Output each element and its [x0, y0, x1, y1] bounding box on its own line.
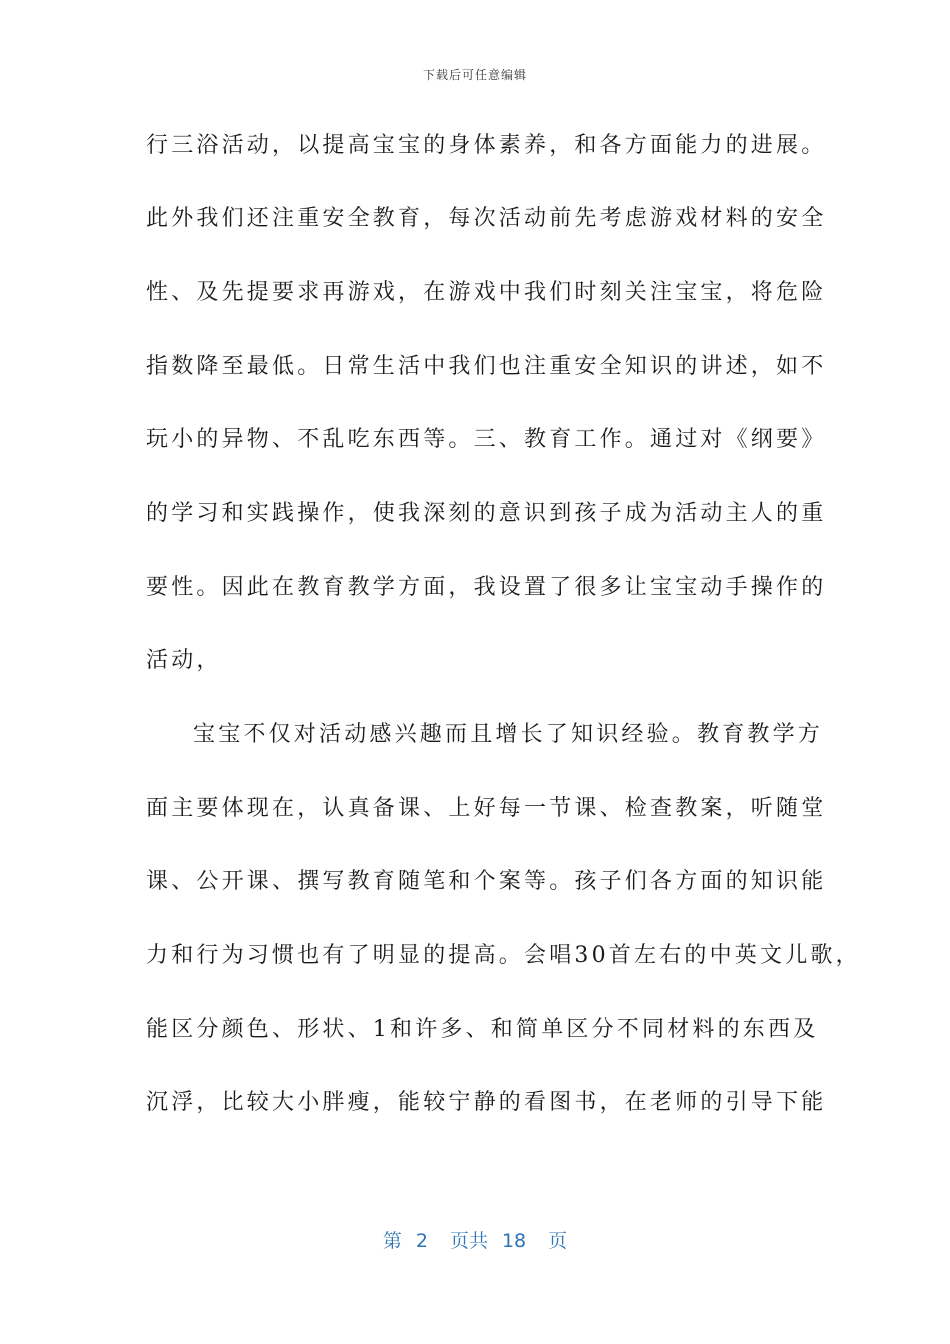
text-line: 行三浴活动，以提高宝宝的身体素养，和各方面能力的进展。 — [146, 133, 827, 158]
page-label-suffix: 页 — [548, 1230, 568, 1252]
text-line: 能区分颜色、形状、1和许多、和简单区分不同材料的东西及 — [146, 1017, 819, 1042]
text-line: 课、公开课、撰写教育随笔和个案等。孩子们各方面的知识能 — [146, 869, 827, 894]
text-line: 的学习和实践操作，使我深刻的意识到孩子成为活动主人的重 — [146, 501, 827, 526]
text-line: 要性。因此在教育教学方面，我设置了很多让宝宝动手操作的 — [146, 575, 827, 600]
text-line: 活动， — [146, 648, 222, 673]
text-line: 沉浮，比较大小胖瘦，能较宁静的看图书，在老师的引导下能 — [146, 1090, 827, 1115]
text-line: 此外我们还注重安全教育，每次活动前先考虑游戏材料的安全 — [146, 206, 827, 231]
text-line: 面主要体现在，认真备课、上好每一节课、检查教案，听随堂 — [146, 796, 827, 821]
page-label-prefix: 第 — [382, 1230, 402, 1252]
page-label-mid: 页共 — [449, 1230, 488, 1252]
page-footer — [0, 1226, 950, 1253]
page-header: 下载后可任意编辑 — [422, 68, 527, 82]
text-line: 力和行为习惯也有了明显的提高。会唱30首左右的中英文儿歌， — [146, 943, 861, 968]
text-line: 性、及先提要求再游戏，在游戏中我们时刻关注宝宝，将危险 — [146, 280, 827, 305]
total-pages-number: 18 — [501, 1230, 527, 1252]
current-page-number: 2 — [415, 1230, 428, 1252]
paragraph-first-line: 宝宝不仅对活动感兴趣而且增长了知识经验。教育教学方 — [193, 722, 824, 747]
text-line: 指数降至最低。日常生活中我们也注重安全知识的讲述，如不 — [146, 354, 827, 379]
text-line: 玩小的异物、不乱吃东西等。三、教育工作。通过对《纲要》 — [146, 427, 827, 452]
